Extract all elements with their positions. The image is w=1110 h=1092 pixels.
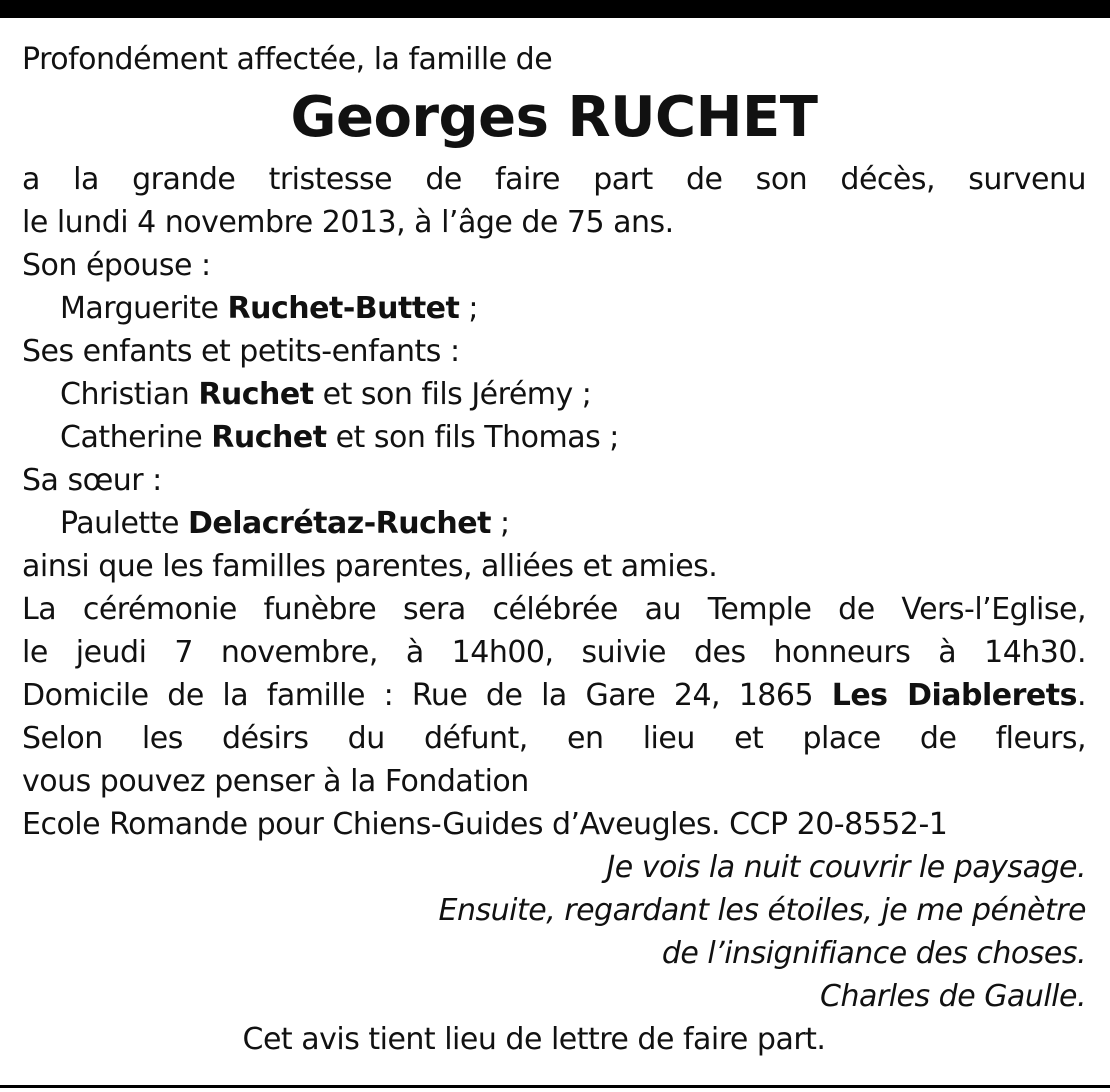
child-suffix: et son fils Thomas ; bbox=[326, 420, 619, 455]
child-entry bbox=[22, 416, 1086, 459]
quote-line: Je vois la nuit couvrir le paysage. bbox=[606, 850, 1086, 885]
child-first-name: Christian bbox=[60, 377, 190, 412]
intro-line: Profondément affectée, la famille de bbox=[22, 42, 553, 77]
sister-last-name: Delacrétaz-Ruchet bbox=[187, 506, 491, 541]
child-last-name: Ruchet bbox=[211, 420, 327, 455]
deceased-name: Georges RUCHET bbox=[290, 85, 818, 150]
quote-line: de l’insignifiance des choses. bbox=[661, 936, 1086, 971]
top-border-bar bbox=[0, 0, 1110, 18]
ceremony-line-1: La cérémonie funèbre sera célébrée au Temple de Vers-l’Eglise, bbox=[22, 592, 1086, 627]
donation-line-3: Ecole Romande pour Chiens-Guides d’Aveugles. CCP 20-8552-1 bbox=[22, 807, 948, 842]
sister-suffix: ; bbox=[490, 506, 510, 541]
donation-line-2: vous pouvez penser à la Fondation bbox=[22, 764, 529, 799]
child-first-name: Catherine bbox=[60, 420, 203, 455]
ceremony-line-2: le jeudi 7 novembre, à 14h00, suivie des honneurs à 14h30. bbox=[22, 635, 1086, 670]
quote-author: Charles de Gaulle. bbox=[820, 979, 1086, 1014]
sister-heading: Sa sœur : bbox=[22, 463, 162, 498]
domicile-prefix: Domicile de la famille : Rue de la Gare 24, 1865 bbox=[22, 678, 832, 713]
spouse-last-name: Ruchet-Buttet bbox=[227, 291, 460, 326]
sister-entry bbox=[22, 502, 1086, 545]
domicile-place: Les Diablerets bbox=[831, 678, 1077, 713]
child-suffix: et son fils Jérémy ; bbox=[313, 377, 592, 412]
announcement-line-1: a la grande tristesse de faire part de son décès, survenu bbox=[22, 162, 1086, 197]
quote-line: Ensuite, regardant les étoiles, je me pénètre bbox=[438, 893, 1086, 928]
spouse-suffix: ; bbox=[459, 291, 479, 326]
spouse-heading: Son épouse : bbox=[22, 248, 211, 283]
domicile-suffix: . bbox=[1076, 678, 1086, 713]
child-entry bbox=[22, 373, 1086, 416]
spouse-entry bbox=[22, 287, 1086, 330]
closing-line: Cet avis tient lieu de lettre de faire part. bbox=[242, 1022, 826, 1057]
obituary-notice bbox=[22, 38, 1086, 1061]
bottom-border-rule bbox=[0, 1085, 1110, 1088]
relatives-line: ainsi que les familles parentes, alliées et amies. bbox=[22, 549, 718, 584]
donation-line-1: Selon les désirs du défunt, en lieu et place de fleurs, bbox=[22, 721, 1086, 756]
announcement-line-2: le lundi 4 novembre 2013, à l’âge de 75 ans. bbox=[22, 205, 674, 240]
child-last-name: Ruchet bbox=[198, 377, 314, 412]
sister-first-name: Paulette bbox=[60, 506, 179, 541]
domicile-line bbox=[22, 674, 1086, 717]
spouse-first-name: Marguerite bbox=[60, 291, 219, 326]
children-heading: Ses enfants et petits-enfants : bbox=[22, 334, 460, 369]
